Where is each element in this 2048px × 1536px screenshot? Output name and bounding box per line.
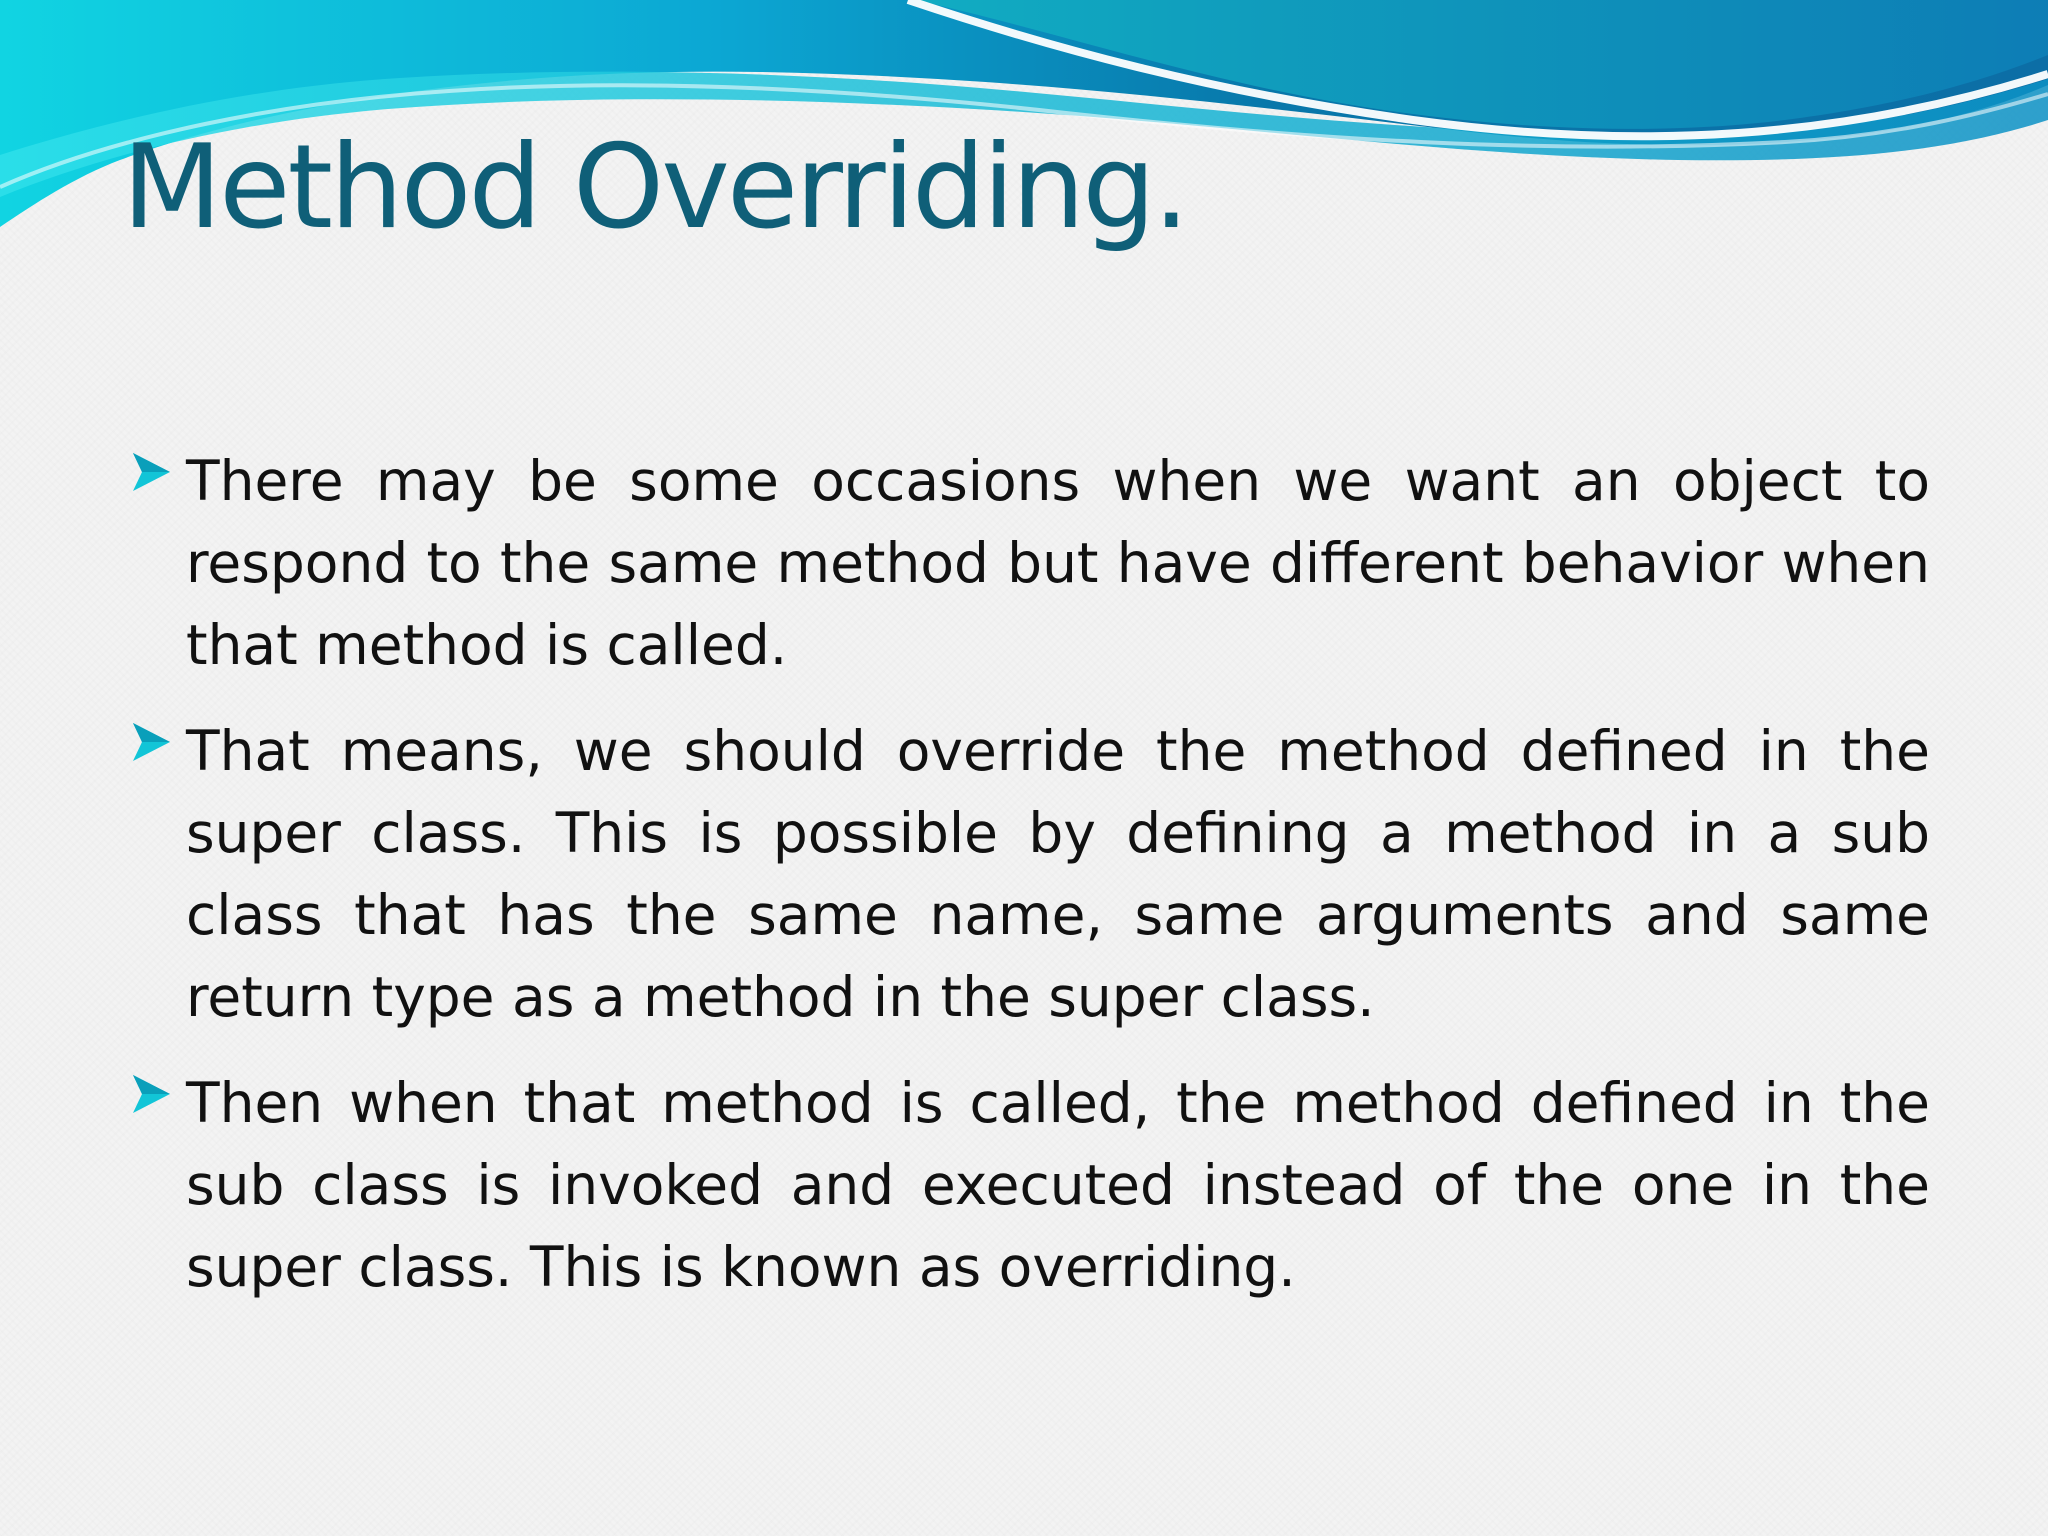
bullet-text: There may be some occasions when we want an object to respond to the same method but have different behavior when that method is called. — [186, 449, 1930, 677]
bullet-item — [130, 710, 1930, 1038]
arrow-bullet-icon — [130, 450, 174, 494]
bullet-list — [130, 440, 1930, 1332]
arrow-bullet-icon — [130, 1072, 174, 1116]
bullet-item — [130, 1062, 1930, 1308]
arrow-bullet-icon — [130, 720, 174, 764]
bullet-item — [130, 440, 1930, 686]
bullet-text: Then when that method is called, the method defined in the sub class is invoked and executed instead of the one in the super class. This is known as overriding. — [186, 1071, 1930, 1299]
bullet-text: That means, we should override the method defined in the super class. This is possible by defining a method in a sub class that has the same name, same arguments and same return type as a method in the super class. — [186, 719, 1930, 1029]
slide-title: Method Overriding. — [122, 120, 1187, 255]
